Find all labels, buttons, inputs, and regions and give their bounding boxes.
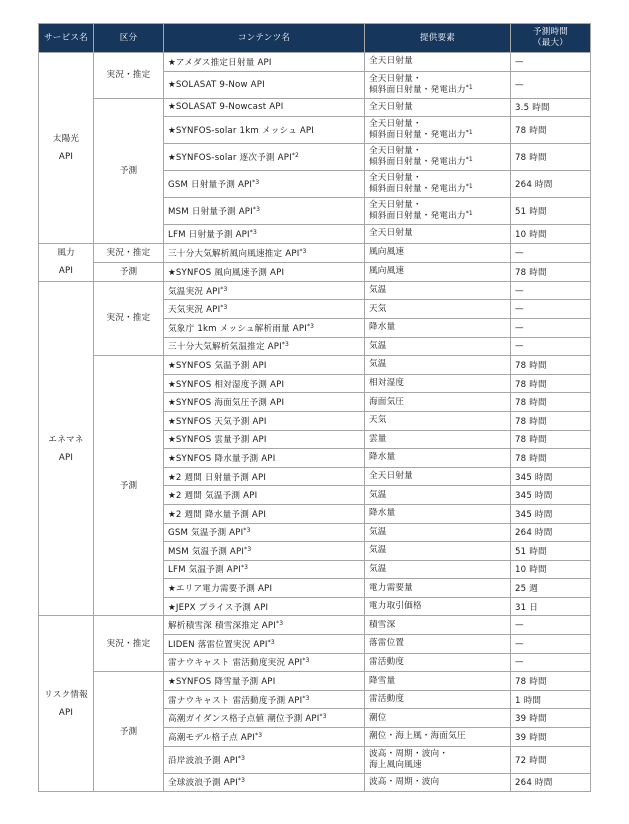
- table-row: [39, 281, 591, 300]
- table-row: [39, 262, 591, 281]
- forecast-time-cell: —: [511, 53, 591, 72]
- forecast-time-cell: 72 時間: [511, 746, 591, 773]
- table-row: [39, 243, 591, 262]
- content-name-cell: ★SOLASAT 9-Nowcast API: [164, 98, 365, 117]
- forecast-time-cell: 345 時間: [511, 504, 591, 523]
- content-name-cell: 三十分大気解析気温推定 API$^{*3}$: [164, 337, 365, 356]
- forecast-time-cell: —: [511, 300, 591, 319]
- forecast-time-cell: 78 時間: [511, 374, 591, 393]
- forecast-time-cell: 39 時間: [511, 709, 591, 728]
- content-name-cell: 全球波浪予測 API$^{*3}$: [164, 773, 365, 792]
- forecast-time-cell: 10 時間: [511, 225, 591, 244]
- forecast-time-cell: 78 時間: [511, 449, 591, 468]
- forecast-time-cell: 51 時間: [511, 542, 591, 561]
- forecast-time-cell: 25 週: [511, 579, 591, 598]
- service-name-cell: リスク情報 API: [39, 616, 94, 792]
- forecast-time-cell: —: [511, 318, 591, 337]
- content-name-cell: ★アメダス推定日射量 API: [164, 53, 365, 72]
- content-name-cell: 天気実況 API$^{*3}$: [164, 300, 365, 319]
- content-name-cell: ★SYNFOS-solar 1km メッシュ API: [164, 117, 365, 144]
- content-name-cell: GSM 気温予測 API$^{*3}$: [164, 523, 365, 542]
- header-content: コンテンツ名: [164, 24, 365, 53]
- content-name-cell: ★SYNFOS 降雪量予測 API: [164, 672, 365, 691]
- elements-cell: 電力需要量: [365, 579, 511, 598]
- content-name-cell: 高潮モデル格子点 API$^{*3}$: [164, 728, 365, 747]
- elements-cell: 風向風速: [365, 262, 511, 281]
- forecast-time-cell: 345 時間: [511, 467, 591, 486]
- elements-cell: 風向風速: [365, 243, 511, 262]
- forecast-time-cell: 39 時間: [511, 728, 591, 747]
- content-name-cell: ★SYNFOS 天気予測 API: [164, 411, 365, 430]
- forecast-time-cell: 51 時間: [511, 198, 591, 225]
- content-name-cell: ★SYNFOS 風向風速予測 API: [164, 262, 365, 281]
- forecast-time-cell: 78 時間: [511, 356, 591, 375]
- content-name-cell: 三十分大気解析風向風速推定 API$^{*3}$: [164, 243, 365, 262]
- elements-cell: 天気: [365, 300, 511, 319]
- elements-cell: 気温: [365, 486, 511, 505]
- elements-cell: 電力取引価格: [365, 597, 511, 616]
- forecast-time-cell: 10 時間: [511, 560, 591, 579]
- content-name-cell: ★JEPX プライス予測 API: [164, 597, 365, 616]
- elements-cell: 海面気圧: [365, 393, 511, 412]
- forecast-time-cell: —: [511, 71, 591, 98]
- forecast-time-cell: —: [511, 281, 591, 300]
- elements-cell: 全天日射量・ 傾斜面日射量・発電出力$^{*1}$: [365, 117, 511, 144]
- content-name-cell: 気象庁 1km メッシュ解析雨量 API$^{*3}$: [164, 318, 365, 337]
- forecast-time-cell: —: [511, 653, 591, 672]
- header-elements: 提供要素: [365, 24, 511, 53]
- content-name-cell: 雷ナウキャスト 雷活動度実況 API$^{*3}$: [164, 653, 365, 672]
- content-name-cell: MSM 気温予測 API$^{*3}$: [164, 542, 365, 561]
- elements-cell: 全天日射量: [365, 53, 511, 72]
- table-row: [39, 356, 591, 375]
- content-name-cell: ★SOLASAT 9-Now API: [164, 71, 365, 98]
- elements-cell: 潮位・海上風・海面気圧: [365, 728, 511, 747]
- elements-cell: 気温: [365, 356, 511, 375]
- elements-cell: 相対湿度: [365, 374, 511, 393]
- forecast-time-cell: 264 時間: [511, 171, 591, 198]
- elements-cell: 波高・周期・波向: [365, 773, 511, 792]
- table-body: [39, 53, 591, 792]
- forecast-time-cell: —: [511, 616, 591, 635]
- forecast-time-cell: 345 時間: [511, 486, 591, 505]
- category-cell: 予測: [94, 262, 164, 281]
- service-name-cell: エネマネ API: [39, 281, 94, 616]
- forecast-time-cell: 78 時間: [511, 117, 591, 144]
- elements-cell: 積雪深: [365, 616, 511, 635]
- content-name-cell: 沿岸波浪予測 API$^{*3}$: [164, 746, 365, 773]
- elements-cell: 天気: [365, 411, 511, 430]
- service-name-cell: 風力 API: [39, 243, 94, 281]
- content-name-cell: ★SYNFOS 降水量予測 API: [164, 449, 365, 468]
- elements-cell: 全天日射量: [365, 225, 511, 244]
- content-name-cell: 高潮ガイダンス格子点値 潮位予測 API$^{*3}$: [164, 709, 365, 728]
- elements-cell: 雲量: [365, 430, 511, 449]
- content-name-cell: 雷ナウキャスト 雷活動度予測 API$^{*3}$: [164, 690, 365, 709]
- category-cell: 実況・推定: [94, 243, 164, 262]
- elements-cell: 気温: [365, 281, 511, 300]
- table-row: [39, 53, 591, 72]
- category-cell: 予測: [94, 98, 164, 243]
- elements-cell: 落雷位置: [365, 635, 511, 654]
- forecast-time-cell: 78 時間: [511, 262, 591, 281]
- content-name-cell: 気温実況 API$^{*3}$: [164, 281, 365, 300]
- content-name-cell: LIDEN 落雷位置実況 API$^{*3}$: [164, 635, 365, 654]
- forecast-time-cell: —: [511, 337, 591, 356]
- category-cell: 実況・推定: [94, 616, 164, 672]
- content-name-cell: ★2 週間 日射量予測 API: [164, 467, 365, 486]
- forecast-time-cell: —: [511, 243, 591, 262]
- forecast-time-cell: 78 時間: [511, 393, 591, 412]
- table-row: [39, 616, 591, 635]
- content-name-cell: ★SYNFOS 相対湿度予測 API: [164, 374, 365, 393]
- forecast-time-cell: 78 時間: [511, 411, 591, 430]
- forecast-time-cell: 78 時間: [511, 672, 591, 691]
- elements-cell: 全天日射量・ 傾斜面日射量・発電出力$^{*1}$: [365, 71, 511, 98]
- elements-cell: 気温: [365, 560, 511, 579]
- elements-cell: 降水量: [365, 318, 511, 337]
- header-service: サービス名: [39, 24, 94, 53]
- forecast-time-cell: 264 時間: [511, 523, 591, 542]
- content-name-cell: ★2 週間 気温予測 API: [164, 486, 365, 505]
- category-cell: 実況・推定: [94, 53, 164, 99]
- elements-cell: 全天日射量: [365, 467, 511, 486]
- content-name-cell: GSM 日射量予測 API$^{*3}$: [164, 171, 365, 198]
- elements-cell: 気温: [365, 337, 511, 356]
- forecast-time-cell: 31 日: [511, 597, 591, 616]
- content-name-cell: 解析積雪深 積雪深推定 API$^{*3}$: [164, 616, 365, 635]
- category-cell: 予測: [94, 672, 164, 792]
- forecast-time-cell: 264 時間: [511, 773, 591, 792]
- elements-cell: 全天日射量・ 傾斜面日射量・発電出力$^{*1}$: [365, 144, 511, 171]
- content-name-cell: ★エリア電力需要予測 API: [164, 579, 365, 598]
- header-time: 予測時間 （最大）: [511, 24, 591, 53]
- forecast-time-cell: 78 時間: [511, 144, 591, 171]
- elements-cell: 降水量: [365, 504, 511, 523]
- elements-cell: 全天日射量: [365, 98, 511, 117]
- content-name-cell: ★SYNFOS 気温予測 API: [164, 356, 365, 375]
- elements-cell: 全天日射量・ 傾斜面日射量・発電出力$^{*1}$: [365, 198, 511, 225]
- header-category: 区分: [94, 24, 164, 53]
- forecast-time-cell: 3.5 時間: [511, 98, 591, 117]
- content-name-cell: LFM 日射量予測 API$^{*3}$: [164, 225, 365, 244]
- table-row: [39, 672, 591, 691]
- content-name-cell: ★SYNFOS 海面気圧予測 API: [164, 393, 365, 412]
- elements-cell: 全天日射量・ 傾斜面日射量・発電出力$^{*1}$: [365, 171, 511, 198]
- content-name-cell: ★SYNFOS 雲量予測 API: [164, 430, 365, 449]
- forecast-time-cell: 1 時間: [511, 690, 591, 709]
- forecast-time-cell: 78 時間: [511, 430, 591, 449]
- elements-cell: 降水量: [365, 449, 511, 468]
- elements-cell: 気温: [365, 523, 511, 542]
- category-cell: 予測: [94, 356, 164, 616]
- service-name-cell: 太陽光 API: [39, 53, 94, 244]
- elements-cell: 潮位: [365, 709, 511, 728]
- category-cell: 実況・推定: [94, 281, 164, 355]
- api-table: [38, 23, 591, 792]
- elements-cell: 降雪量: [365, 672, 511, 691]
- elements-cell: 雷活動度: [365, 690, 511, 709]
- elements-cell: 気温: [365, 542, 511, 561]
- elements-cell: 雷活動度: [365, 653, 511, 672]
- header-row: [39, 24, 591, 53]
- content-name-cell: ★SYNFOS-solar 逐次予測 API$^{*2}$: [164, 144, 365, 171]
- content-name-cell: MSM 日射量予測 API$^{*3}$: [164, 198, 365, 225]
- content-name-cell: LFM 気温予測 API$^{*3}$: [164, 560, 365, 579]
- content-name-cell: ★2 週間 降水量予測 API: [164, 504, 365, 523]
- forecast-time-cell: —: [511, 635, 591, 654]
- elements-cell: 波高・周期・波向・ 海上風向風速: [365, 746, 511, 773]
- table-row: [39, 98, 591, 117]
